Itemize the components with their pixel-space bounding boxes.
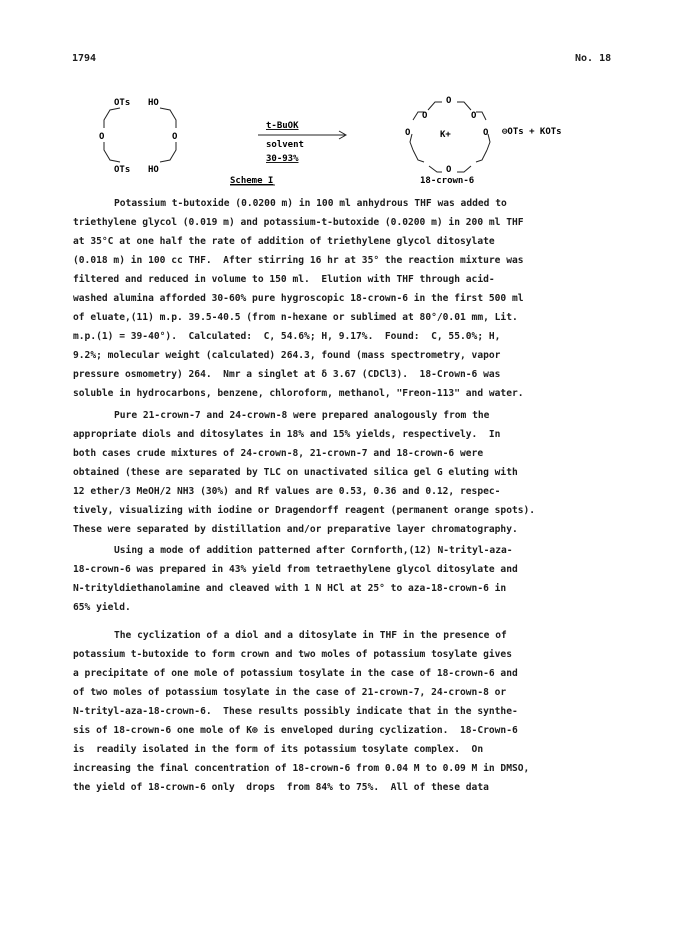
crown-o-top: O [446,96,452,106]
reagent-label: t-BuOK [266,121,299,131]
body-line-11: soluble in hydrocarbons, benzene, chloroform, methanol, "Freon-113" and water. [73,388,524,399]
body-line-26: of two moles of potassium tosylate in the case of 21-crown-7, 24-crown-8 or [73,687,507,698]
body-line-31: the yield of 18-crown-6 only drops from 84% to 75%. All of these data [73,782,489,793]
crown-o-left: O [405,128,411,138]
body-line-21: N-trityldiethanolamine and cleaved with 1 N HCl at 25° to aza-18-crown-6 in [73,583,507,594]
body-line-17: tively, visualizing with iodine or Dragendorff reagent (permanent orange spots). [73,505,536,516]
body-line-18: These were separated by distillation and/or preparative layer chromatography. [73,524,518,535]
body-line-13: appropriate diols and ditosylates in 18% and 15% yields, respectively. In [73,429,501,440]
body-line-9: 9.2%; molecular weight (calculated) 264.3, found (mass spectrometry, vapor [73,350,501,361]
page-number: 1794 [72,53,97,64]
body-line-4: (0.018 m) in 100 cc THF. After stirring 16 hr at 35° the reaction mixture was [73,255,524,266]
product-name: 18-crown-6 [420,176,475,186]
body-line-19: Using a mode of addition patterned after Cornforth,(12) N-trityl-aza- [114,545,513,556]
body-line-16: 12 ether/3 MeOH/2 NH3 (30%) and Rf values are 0.53, 0.36 and 0.12, respec- [73,486,501,497]
byproducts-label: ⊖OTs + KOTs [502,127,562,137]
body-line-12: Pure 21-crown-7 and 24-crown-8 were prepared analogously from the [114,410,490,421]
potassium-cation: K+ [440,130,451,140]
body-line-2: triethylene glycol (0.019 m) and potassium-t-butoxide (0.0200 m) in 200 ml THF [73,217,524,228]
reaction-scheme [90,90,610,190]
yield-label: 30-93% [266,154,299,164]
journal-issue: No. 18 [575,53,612,64]
body-line-23: The cyclization of a diol and a ditosylate in THF in the presence of [114,630,507,641]
body-line-8: m.p.(1) = 39-40°). Calculated: C, 54.6%; H, 9.17%. Found: C, 55.0%; H, [73,331,501,342]
body-line-22: 65% yield. [73,602,131,613]
solvent-label: solvent [266,140,304,150]
reactant-ots-bottom: OTs [114,165,131,175]
reactant-ots-top: OTs [114,98,131,108]
body-line-15: obtained (these are separated by TLC on unactivated silica gel G eluting with [73,467,518,478]
crown-o-upper-left: O [422,111,428,121]
body-line-6: washed alumina afforded 30-60% pure hygroscopic 18-crown-6 in the first 500 ml [73,293,524,304]
reactant-o-right: O [172,132,178,142]
scheme-caption: Scheme I [230,176,274,186]
body-line-30: increasing the final concentration of 18-crown-6 from 0.04 M to 0.09 M in DMSO, [73,763,530,774]
body-line-28: sis of 18-crown-6 one mole of K⊕ is enveloped during cyclization. 18-Crown-6 [73,725,518,736]
body-line-25: a precipitate of one mole of potassium tosylate in the case of 18-crown-6 and [73,668,518,679]
body-line-3: at 35°C at one half the rate of addition of triethylene glycol ditosylate [73,236,495,247]
reactant-o-left: O [99,132,105,142]
body-line-10: pressure osmometry) 264. Nmr a singlet at δ 3.67 (CDCl3). 18-Crown-6 was [73,369,501,380]
body-line-14: both cases crude mixtures of 24-crown-8, 21-crown-7 and 18-crown-6 were [73,448,484,459]
body-line-7: of eluate,(11) m.p. 39.5-40.5 (from n-hexane or sublimed at 80°/0.01 mm, Lit. [73,312,518,323]
reactant-ho-top: HO [148,98,159,108]
body-line-24: potassium t-butoxide to form crown and two moles of potassium tosylate gives [73,649,512,660]
body-line-1: Potassium t-butoxide (0.0200 m) in 100 ml anhydrous THF was added to [114,198,507,209]
crown-o-bottom: O [446,165,452,175]
body-line-5: filtered and reduced in volume to 150 ml. Elution with THF through acid- [73,274,495,285]
body-line-20: 18-crown-6 was prepared in 43% yield from tetraethylene glycol ditosylate and [73,564,518,575]
reactant-ho-bottom: HO [148,165,159,175]
crown-o-right: O [483,128,489,138]
body-line-27: N-trityl-aza-18-crown-6. These results possibly indicate that in the synthe- [73,706,518,717]
body-line-29: is readily isolated in the form of its potassium tosylate complex. On [73,744,484,755]
crown-o-upper-right: O [471,111,477,121]
